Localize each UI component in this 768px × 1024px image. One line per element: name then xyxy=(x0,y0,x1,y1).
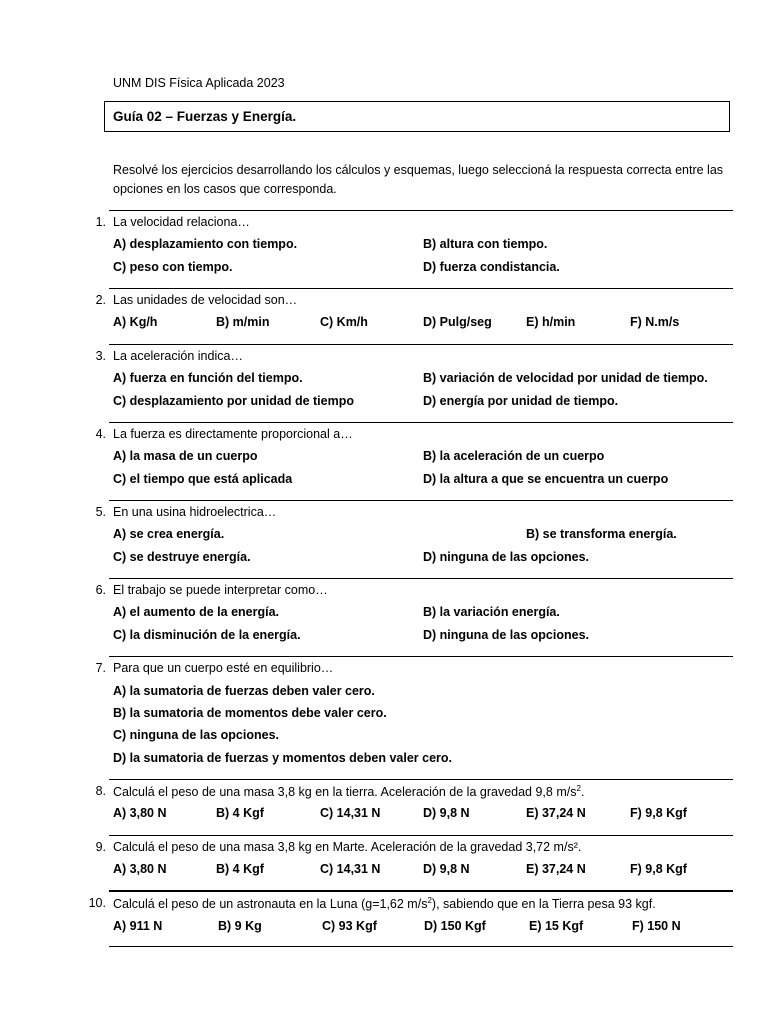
option-a: A) desplazamiento con tiempo. xyxy=(113,237,298,251)
option-d: D) fuerza condistancia. xyxy=(423,260,560,274)
option-f: F) N.m/s xyxy=(630,315,680,329)
option-b: B) la sumatoria de momentos debe valer cero. xyxy=(113,706,387,720)
divider xyxy=(109,656,733,657)
question-number: 2. xyxy=(95,293,106,307)
divider xyxy=(109,288,733,289)
option-c: C) 14,31 N xyxy=(320,806,381,820)
option-d: D) ninguna de las opciones. xyxy=(423,628,589,642)
option-b: B) altura con tiempo. xyxy=(423,237,548,251)
superscript: 2 xyxy=(576,784,581,793)
divider xyxy=(109,500,733,501)
question-number: 8. xyxy=(95,784,106,798)
option-f: F) 150 N xyxy=(632,919,681,933)
option-b: B) la aceleración de un cuerpo xyxy=(423,449,605,463)
question-text: La fuerza es directamente proporcional a… xyxy=(113,427,353,441)
option-b: B) 9 Kg xyxy=(218,919,262,933)
title-box xyxy=(104,101,730,132)
option-e: E) 15 Kgf xyxy=(529,919,584,933)
option-b: B) 4 Kgf xyxy=(216,862,264,876)
question-text: El trabajo se puede interpretar como… xyxy=(113,583,328,597)
option-c: C) desplazamiento por unidad de tiempo xyxy=(113,394,354,408)
question-number: 1. xyxy=(95,215,106,229)
divider xyxy=(109,835,733,836)
divider xyxy=(109,779,733,780)
option-d: D) 9,8 N xyxy=(423,862,470,876)
divider xyxy=(109,946,733,947)
option-d: D) la altura a que se encuentra un cuerpo xyxy=(423,472,669,486)
question-number: 5. xyxy=(95,505,106,519)
option-c: C) la disminución de la energía. xyxy=(113,628,301,642)
option-a: A) 3,80 N xyxy=(113,806,167,820)
divider xyxy=(109,422,733,423)
option-e: E) h/min xyxy=(526,315,576,329)
option-c: C) 93 Kgf xyxy=(322,919,377,933)
superscript: 2 xyxy=(427,896,432,905)
divider xyxy=(109,890,733,892)
option-b: B) se transforma energía. xyxy=(526,527,677,541)
option-a: A) 911 N xyxy=(113,919,163,933)
option-c: C) Km/h xyxy=(320,315,368,329)
option-d: D) 150 Kgf xyxy=(424,919,486,933)
question-text-main: Calculá el peso de una masa 3,8 kg en la tierra. Aceleración de la gravedad 9,8 m/s xyxy=(113,785,577,800)
option-b: B) m/min xyxy=(216,315,270,329)
option-f: F) 9,8 Kgf xyxy=(630,862,687,876)
divider xyxy=(109,344,733,345)
question-number: 10. xyxy=(88,896,106,910)
option-a: A) 3,80 N xyxy=(113,862,167,876)
course-header: UNM DIS Física Aplicada 2023 xyxy=(113,76,285,90)
option-a: A) la sumatoria de fuerzas deben valer cero. xyxy=(113,684,375,698)
question-text-end: ), sabiendo que en la Tierra pesa 93 kgf. xyxy=(431,897,656,912)
option-a: A) la masa de un cuerpo xyxy=(113,449,258,463)
option-d: D) 9,8 N xyxy=(423,806,470,820)
question-number: 7. xyxy=(95,661,106,675)
option-d: D) ninguna de las opciones. xyxy=(423,550,589,564)
option-d: D) Pulg/seg xyxy=(423,315,492,329)
question-text-end: . xyxy=(580,785,585,800)
question-text-main: Calculá el peso de un astronauta en la Luna (g=1,62 m/s xyxy=(113,897,428,912)
question-text: Calculá el peso de una masa 3,8 kg en Marte. Aceleración de la gravedad 3,72 m/s². xyxy=(113,840,582,854)
divider xyxy=(109,210,733,211)
question-text: Las unidades de velocidad son… xyxy=(113,293,298,307)
option-a: A) el aumento de la energía. xyxy=(113,605,280,619)
question-text xyxy=(113,784,584,799)
option-c: C) 14,31 N xyxy=(320,862,381,876)
question-text: En una usina hidroelectrica… xyxy=(113,505,277,519)
option-e: E) 37,24 N xyxy=(526,806,586,820)
option-c: C) ninguna de las opciones. xyxy=(113,728,279,742)
divider xyxy=(109,578,733,579)
question-number: 4. xyxy=(95,427,106,441)
question-number: 6. xyxy=(95,583,106,597)
option-b: B) 4 Kgf xyxy=(216,806,264,820)
question-number: 9. xyxy=(95,840,106,854)
option-c: C) peso con tiempo. xyxy=(113,260,233,274)
option-e: E) 37,24 N xyxy=(526,862,586,876)
question-text: Para que un cuerpo esté en equilibrio… xyxy=(113,661,334,675)
question-number: 3. xyxy=(95,349,106,363)
instructions: Resolvé los ejercicios desarrollando los cálculos y esquemas, luego seleccioná la respuesta correcta entre las opciones en los casos que corresponda. xyxy=(113,163,724,196)
option-d: D) la sumatoria de fuerzas y momentos deben valer cero. xyxy=(113,751,453,765)
option-f: F) 9,8 Kgf xyxy=(630,806,687,820)
option-a: A) fuerza en función del tiempo. xyxy=(113,371,303,385)
option-b: B) variación de velocidad por unidad de tiempo. xyxy=(423,371,708,385)
question-text: La aceleración indica… xyxy=(113,349,243,363)
question-text: La velocidad relaciona… xyxy=(113,215,250,229)
option-b: B) la variación energía. xyxy=(423,605,560,619)
option-a: A) se crea energía. xyxy=(113,527,225,541)
option-d: D) energía por unidad de tiempo. xyxy=(423,394,619,408)
option-c: C) se destruye energía. xyxy=(113,550,251,564)
question-text xyxy=(113,896,656,911)
option-c: C) el tiempo que está aplicada xyxy=(113,472,293,486)
option-a: A) Kg/h xyxy=(113,315,158,329)
page-title: Guía 02 – Fuerzas y Energía. xyxy=(113,109,297,124)
